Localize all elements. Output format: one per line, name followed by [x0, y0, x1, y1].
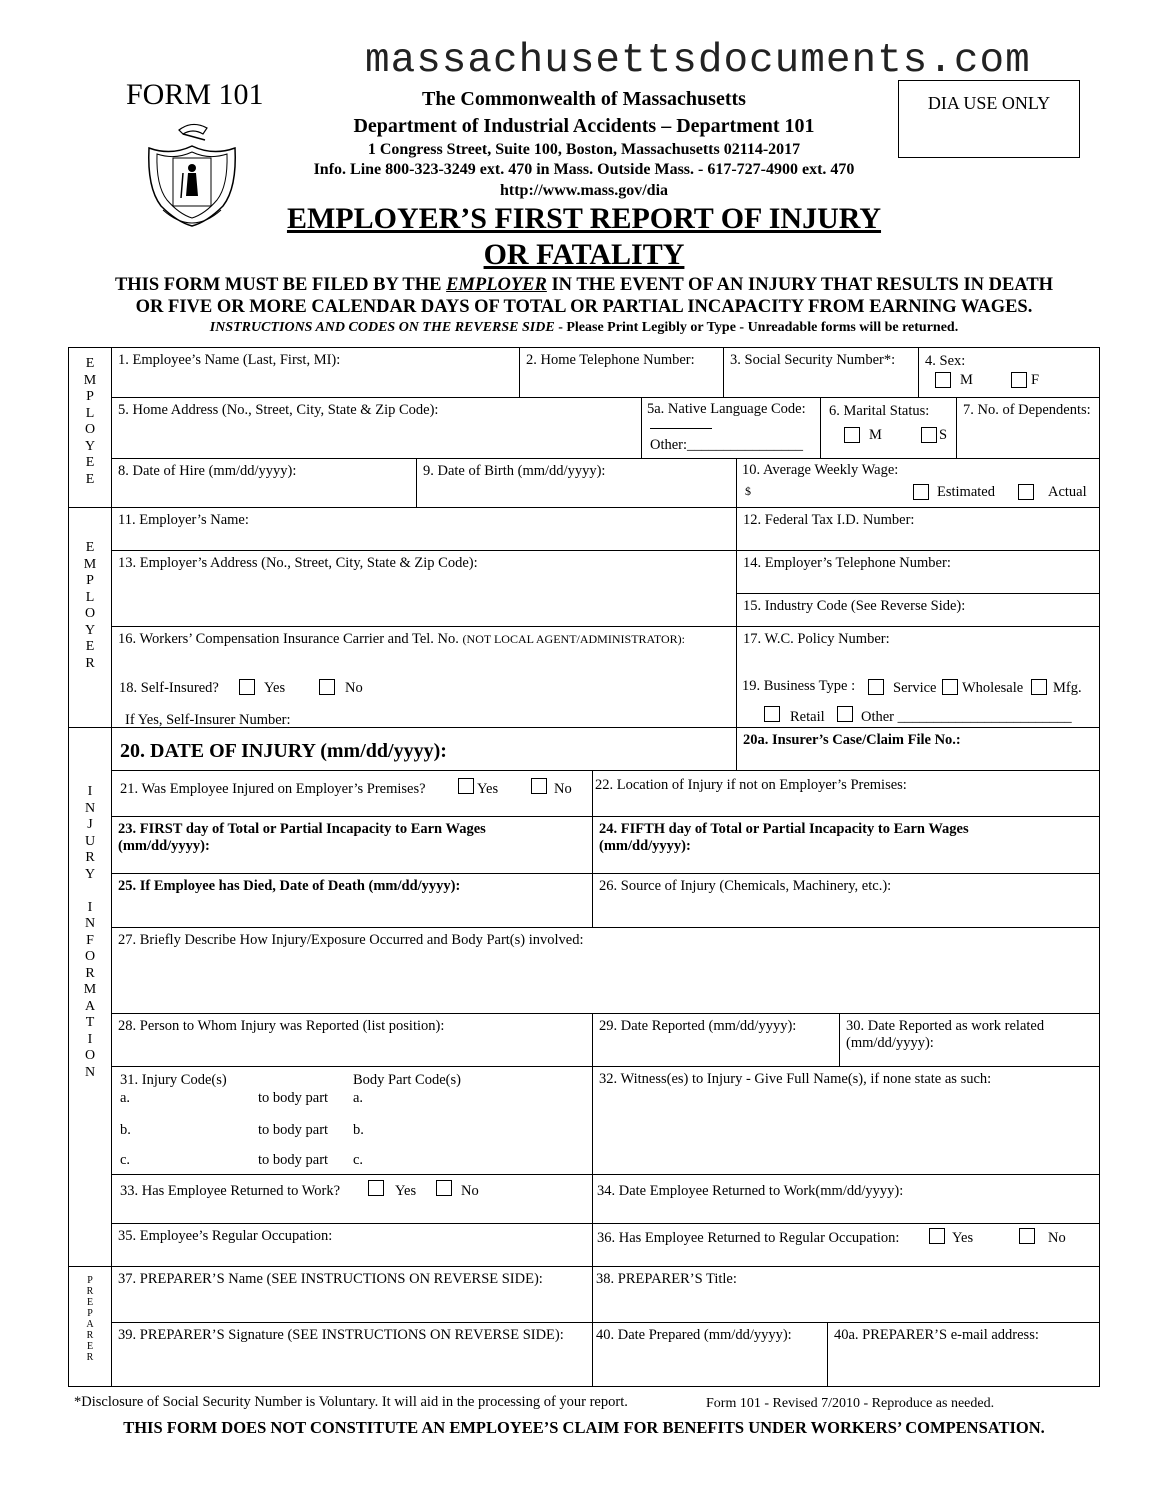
- instructions-line: INSTRUCTIONS AND CODES ON THE REVERSE SIDE - Please Print Legibly or Type - Unreadable forms will be returned.: [209, 320, 959, 335]
- employer-telephone-field[interactable]: 14. Employer’s Telephone Number:: [736, 550, 1100, 594]
- claim-notice: THIS FORM DOES NOT CONSTITUTE AN EMPLOYEE’S CLAIM FOR BENEFITS UNDER WORKERS’ COMPENSATION.: [123, 1418, 1045, 1437]
- header-department: Department of Industrial Accidents – Department 101: [353, 115, 815, 137]
- section-letter: I: [87, 784, 93, 799]
- returned-work-yes-checkbox[interactable]: [368, 1180, 384, 1196]
- section-letter: N: [84, 916, 96, 931]
- filing-notice-line2: OR FIVE OR MORE CALENDAR DAYS OF TOTAL OR PARTIAL INCAPACITY FROM EARNING WAGES.: [135, 297, 1033, 317]
- ssn-field[interactable]: 3. Social Security Number*:: [723, 347, 919, 398]
- sex-male-checkbox[interactable]: [935, 372, 951, 388]
- section-letter: R: [85, 655, 95, 671]
- business-service-checkbox[interactable]: [868, 679, 884, 695]
- insurance-carrier-field[interactable]: 16. Workers’ Compensation Insurance Carrier and Tel. No. (NOT LOCAL AGENT/ADMINISTRATOR):: [111, 626, 737, 675]
- business-mfg-checkbox[interactable]: [1031, 679, 1047, 695]
- insurer-claim-file-field[interactable]: 20a. Insurer’s Case/Claim File No.:: [736, 727, 1100, 771]
- business-wholesale-checkbox[interactable]: [942, 679, 958, 695]
- date-of-death-field[interactable]: 25. If Employee has Died, Date of Death (mm/dd/yyyy):: [111, 873, 593, 928]
- section-letter: O: [84, 1048, 96, 1063]
- business-type-field: 19. Business Type : Service Wholesale Mfg. Retail Other ________________________: [736, 674, 1100, 728]
- preparer-name-field[interactable]: 37. PREPARER’S Name (SEE INSTRUCTIONS ON REVERSE SIDE):: [111, 1266, 593, 1323]
- date-of-hire-field[interactable]: 8. Date of Hire (mm/dd/yyyy):: [111, 458, 417, 508]
- marital-single-checkbox[interactable]: [921, 427, 937, 443]
- ssn-disclosure-note: *Disclosure of Social Security Number is Voluntary. It will aid in the processing of your report.: [74, 1394, 628, 1410]
- first-day-incapacity-field[interactable]: 23. FIRST day of Total or Partial Incapacity to Earn Wages (mm/dd/yyyy):: [111, 816, 593, 874]
- injured-on-premises-field: 21. Was Employee Injured on Employer’s Premises? Yes No: [111, 770, 593, 817]
- form-title-line2: OR FATALITY: [483, 238, 685, 271]
- form-number: FORM 101: [126, 78, 264, 111]
- section-letter: A: [86, 1319, 94, 1330]
- regular-occupation-yes-checkbox[interactable]: [929, 1228, 945, 1244]
- regular-occupation-field[interactable]: 35. Employee’s Regular Occupation:: [111, 1223, 593, 1267]
- section-letter: E: [86, 1341, 94, 1352]
- section-letter: U: [84, 833, 96, 849]
- employer-name-field[interactable]: 11. Employer’s Name:: [111, 507, 737, 551]
- section-letter: R: [86, 1352, 94, 1363]
- injury-location-field[interactable]: 22. Location of Injury if not on Employer’s Premises:: [592, 770, 1100, 817]
- section-letter: I: [87, 899, 93, 915]
- section-letter: E: [85, 356, 95, 371]
- section-letter: E: [85, 639, 95, 654]
- injury-description-field[interactable]: 27. Briefly Describe How Injury/Exposure Occurred and Body Part(s) involved:: [111, 927, 1100, 1014]
- wage-actual-checkbox[interactable]: [1018, 484, 1034, 500]
- section-letter: Y: [84, 866, 96, 882]
- watermark: massachusettsdocuments.com: [365, 38, 1031, 84]
- section-label-employer: [68, 507, 112, 728]
- witnesses-field[interactable]: 32. Witness(es) to Injury - Give Full Name(s), if none state as such:: [592, 1066, 1100, 1175]
- date-prepared-field[interactable]: 40. Date Prepared (mm/dd/yyyy):: [592, 1322, 828, 1387]
- section-letter: R: [86, 1330, 94, 1341]
- section-label-employee: [68, 347, 112, 508]
- home-telephone-field[interactable]: 2. Home Telephone Number:: [519, 347, 724, 398]
- section-letter: R: [85, 965, 95, 981]
- returned-work-no-checkbox[interactable]: [436, 1180, 452, 1196]
- dependents-field[interactable]: 7. No. of Dependents:: [956, 397, 1100, 459]
- section-letter: E: [86, 1297, 94, 1308]
- dia-use-only-box: DIA USE ONLY: [898, 80, 1080, 158]
- person-reported-to-field[interactable]: 28. Person to Whom Injury was Reported (list position):: [111, 1013, 593, 1067]
- section-letter: A: [84, 998, 96, 1014]
- marital-status-field: 6. Marital Status: M S: [820, 397, 957, 459]
- industry-code-field[interactable]: 15. Industry Code (See Reverse Side):: [736, 593, 1100, 627]
- fifth-day-incapacity-field[interactable]: 24. FIFTH day of Total or Partial Incapacity to Earn Wages (mm/dd/yyyy):: [592, 816, 1100, 874]
- form-title-line1: EMPLOYER’S FIRST REPORT OF INJURY: [286, 202, 882, 235]
- section-letter: F: [86, 932, 94, 948]
- section-letter: L: [85, 405, 95, 421]
- wc-policy-number-field[interactable]: 17. W.C. Policy Number:: [736, 626, 1100, 675]
- section-letter: E: [85, 471, 95, 487]
- wage-estimated-checkbox[interactable]: [913, 484, 929, 500]
- sex-female-checkbox[interactable]: [1011, 372, 1027, 388]
- self-insured-field: 18. Self-Insured? Yes No If Yes, Self-Insurer Number:: [111, 674, 737, 728]
- section-letter: E: [85, 455, 95, 470]
- sex-field: 4. Sex: M F: [918, 347, 1100, 398]
- date-of-injury-field[interactable]: 20. DATE OF INJURY (mm/dd/yyyy):: [111, 727, 737, 771]
- average-weekly-wage-field[interactable]: 10. Average Weekly Wage: $ Estimated Actual: [736, 458, 1100, 508]
- header-info-line: Info. Line 800-323-3249 ext. 470 in Mass. Outside Mass. - 617-727-4900 ext. 470: [313, 161, 855, 178]
- section-letter: [69, 883, 111, 900]
- preparer-email-field[interactable]: 40a. PREPARER’S e-mail address:: [827, 1322, 1100, 1387]
- section-letter: N: [84, 1064, 96, 1080]
- business-retail-checkbox[interactable]: [764, 706, 780, 722]
- date-reported-field[interactable]: 29. Date Reported (mm/dd/yyyy):: [592, 1013, 840, 1067]
- preparer-signature-field[interactable]: 39. PREPARER’S Signature (SEE INSTRUCTIONS ON REVERSE SIDE):: [111, 1322, 593, 1387]
- preparer-title-field[interactable]: 38. PREPARER’S Title:: [592, 1266, 1100, 1323]
- source-of-injury-field[interactable]: 26. Source of Injury (Chemicals, Machinery, etc.):: [592, 873, 1100, 928]
- business-other-checkbox[interactable]: [837, 706, 853, 722]
- section-letter: Y: [84, 622, 96, 638]
- section-label-preparer: [68, 1266, 112, 1387]
- filing-notice-line1: THIS FORM MUST BE FILED BY THE EMPLOYER IN THE EVENT OF AN INJURY THAT RESULTS IN DEATH: [114, 275, 1054, 295]
- date-of-birth-field[interactable]: 9. Date of Birth (mm/dd/yyyy):: [416, 458, 737, 508]
- header-address: 1 Congress Street, Suite 100, Boston, Massachusetts 02114-2017: [367, 141, 801, 158]
- form-revision-note: Form 101 - Revised 7/2010 - Reproduce as needed.: [706, 1396, 995, 1411]
- home-address-field[interactable]: 5. Home Address (No., Street, City, State & Zip Code):: [111, 397, 642, 459]
- section-letter: E: [85, 540, 95, 555]
- premises-yes-checkbox[interactable]: [458, 778, 474, 794]
- section-letter: P: [87, 1308, 93, 1319]
- native-language-field[interactable]: 5a. Native Language Code: Other:________________: [641, 397, 821, 459]
- injury-codes-field[interactable]: 31. Injury Code(s) Body Part Code(s) a. to body part a. b. to body part b. c. to body part c.: [111, 1066, 593, 1175]
- section-letter: N: [84, 800, 96, 816]
- section-letter: O: [84, 949, 96, 964]
- self-insured-yes-checkbox[interactable]: [239, 679, 255, 695]
- header-commonwealth: The Commonwealth of Massachusetts: [422, 88, 746, 110]
- date-reported-work-related-field[interactable]: 30. Date Reported as work related (mm/dd/yyyy):: [839, 1013, 1100, 1067]
- employer-address-field[interactable]: 13. Employer’s Address (No., Street, City, State & Zip Code):: [111, 550, 737, 627]
- marital-married-checkbox[interactable]: [844, 427, 860, 443]
- section-letter: O: [84, 422, 96, 437]
- regular-occupation-no-checkbox[interactable]: [1019, 1228, 1035, 1244]
- section-letter: L: [85, 589, 95, 605]
- header-url[interactable]: http://www.mass.gov/dia: [499, 182, 669, 199]
- section-letter: R: [85, 850, 95, 865]
- self-insured-no-checkbox[interactable]: [319, 679, 335, 695]
- section-letter: M: [83, 372, 97, 388]
- premises-no-checkbox[interactable]: [531, 778, 547, 794]
- returned-to-work-field: 33. Has Employee Returned to Work? Yes No: [111, 1174, 593, 1224]
- section-letter: P: [86, 389, 94, 404]
- date-returned-to-work-field[interactable]: 34. Date Employee Returned to Work(mm/dd/yyyy):: [592, 1174, 1100, 1224]
- section-letter: P: [86, 573, 94, 588]
- section-letter: M: [83, 982, 97, 997]
- section-letter: T: [85, 1015, 95, 1030]
- section-letter: M: [83, 556, 97, 572]
- section-letter: Y: [84, 438, 96, 454]
- section-letter: O: [84, 606, 96, 621]
- section-letter: R: [86, 1286, 94, 1297]
- returned-regular-occupation-field: 36. Has Employee Returned to Regular Occupation: Yes No: [592, 1223, 1100, 1267]
- employee-name-field[interactable]: 1. Employee’s Name (Last, First, MI):: [111, 347, 520, 398]
- section-letter: I: [87, 1031, 93, 1047]
- federal-tax-id-field[interactable]: 12. Federal Tax I.D. Number:: [736, 507, 1100, 551]
- section-letter: P: [87, 1275, 93, 1286]
- section-label-injury-information: [68, 727, 112, 1267]
- section-letter: J: [87, 817, 93, 832]
